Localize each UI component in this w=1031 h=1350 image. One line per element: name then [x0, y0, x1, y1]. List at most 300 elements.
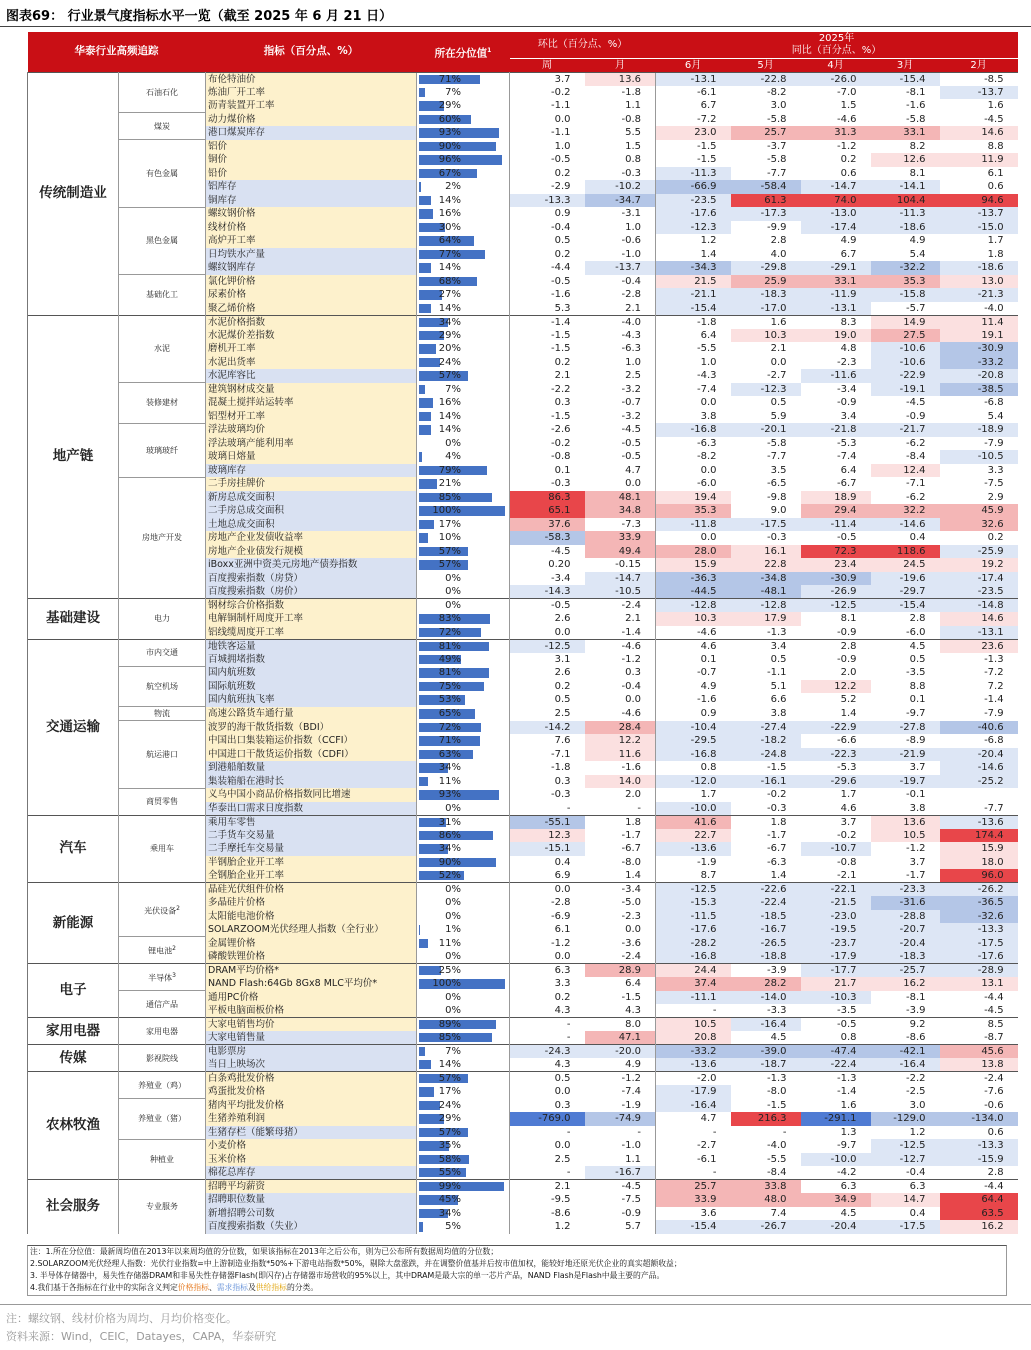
percentile-value: 24% [438, 1099, 461, 1111]
mom-value: 3.7 [510, 72, 585, 86]
yoy-value: 4.9 [656, 680, 731, 694]
yoy-value: 18.9 [801, 491, 871, 505]
indicator-name: 布伦特油价 [206, 72, 417, 86]
header-m2: 4月 [801, 58, 871, 72]
subcategory-label: 电力 [154, 614, 170, 624]
yoy-value: 25.7 [656, 1180, 731, 1194]
header-percentile-label: 所在分位值 [434, 47, 488, 59]
yoy-value: -20.4 [871, 937, 940, 951]
mom-value: -24.3 [510, 1045, 585, 1059]
percentile-cell [417, 883, 510, 897]
percentile-value: 71% [438, 735, 461, 747]
mom-value: -1.2 [621, 653, 642, 665]
yoy-value: -9.7 [837, 1140, 857, 1152]
subcategory-label: 房地产开发 [142, 533, 182, 543]
yoy-value: -22.3 [801, 748, 871, 762]
percentile-cell [417, 504, 510, 518]
yoy-value: -17.9 [801, 950, 871, 964]
yoy-value: 4.6 [656, 639, 731, 653]
indicator-name: 磷酸铁锂价格 [206, 950, 417, 964]
subcategory-cell [119, 423, 206, 477]
yoy-value: 6.3 [801, 1180, 871, 1194]
mom-value: 0.1 [554, 464, 571, 476]
indicator-name: 太阳能电池价格 [206, 910, 417, 924]
percentile-cell [417, 639, 510, 653]
mom-value: 2.6 [554, 613, 571, 625]
percentile-cell [417, 1180, 510, 1194]
yoy-value: -18.7 [731, 1058, 801, 1072]
yoy-value: -13.3 [940, 1139, 1018, 1153]
mom-value: 2.5 [554, 708, 571, 719]
yoy-value: -1.2 [837, 140, 857, 152]
mom-value: -2.8 [550, 897, 571, 909]
header-percentile-sup: 1 [487, 46, 492, 54]
percentile-cell [417, 829, 510, 843]
indicator-name: 房地产企业债发行规模 [206, 545, 417, 559]
yoy-value: - [656, 1004, 731, 1018]
mom-value: 2.5 [554, 1153, 571, 1165]
yoy-value: -3.7 [767, 140, 787, 152]
subcategory-cell [119, 721, 206, 789]
mom-value: -13.7 [585, 261, 656, 275]
yoy-value: -1.9 [656, 856, 731, 870]
yoy-value: -16.4 [871, 1058, 940, 1072]
subcategory-cell [119, 1099, 206, 1140]
yoy-value: 104.4 [871, 194, 940, 208]
subcategory-cell [119, 707, 206, 721]
yoy-value: -1.6 [906, 100, 926, 112]
percentile-value: 53% [438, 694, 461, 706]
percentile-value: 34% [438, 843, 461, 855]
percentile-cell [417, 140, 510, 154]
yoy-value: -23.5 [940, 585, 1018, 599]
yoy-value: 8.3 [801, 315, 871, 329]
yoy-value: 31.3 [801, 126, 871, 140]
percentile-value: 4% [445, 451, 461, 463]
indicator-name: 新房总成交面积 [206, 491, 417, 505]
indicator-name: 当日上映场次 [206, 1058, 417, 1072]
yoy-value: -17.5 [871, 1220, 940, 1234]
percentile-cell [417, 1004, 510, 1018]
mom-value: -1.6 [550, 289, 571, 301]
subcategory-label: 物流 [154, 709, 170, 718]
mom-value: 4.3 [625, 1005, 642, 1016]
yoy-value: -13.6 [656, 842, 731, 856]
yoy-value: 0.0 [656, 464, 731, 478]
table-row [28, 639, 1018, 653]
mom-value: 0.2 [554, 248, 571, 260]
yoy-value: -0.1 [906, 789, 926, 801]
yoy-value: -5.5 [656, 342, 731, 356]
yoy-value: 1.6 [731, 315, 801, 329]
yoy-value: -19.5 [801, 923, 871, 937]
mom-value: -1.5 [550, 343, 571, 355]
percentile-cell [417, 464, 510, 478]
yoy-value: -8.0 [767, 1086, 787, 1098]
yoy-value: -17.6 [940, 950, 1018, 964]
mom-value: -2.6 [550, 424, 571, 436]
percentile-cell [417, 491, 510, 505]
yoy-value: -12.5 [656, 883, 731, 897]
indicator-name: 钢材综合价格指数 [206, 599, 417, 613]
yoy-value: 48.0 [731, 1193, 801, 1207]
yoy-value: -3.9 [731, 964, 801, 978]
yoy-value: -31.6 [871, 896, 940, 910]
percentile-cell [417, 1193, 510, 1207]
mom-value: -1.7 [621, 829, 642, 841]
subcategory-label: 市内交通 [146, 648, 178, 657]
mom-value: 2.6 [554, 667, 571, 679]
yoy-value: 16.1 [731, 545, 801, 559]
mom-value: -8.6 [550, 1207, 571, 1219]
yoy-value: 6.7 [840, 248, 857, 260]
percentile-value: 60% [438, 113, 461, 125]
table-row [28, 207, 1018, 221]
indicator-name: 氯化钾价格 [206, 275, 417, 289]
percentile-cell [417, 910, 510, 924]
yoy-value: 12.4 [871, 464, 940, 478]
mom-value: 47.1 [585, 1031, 656, 1045]
indicator-name: 生猪养殖利润 [206, 1112, 417, 1126]
yoy-value: -5.5 [767, 1153, 787, 1165]
percentile-value: 29% [438, 100, 461, 112]
category-cell: 地产链 [28, 315, 119, 599]
indicator-name: 铅价 [206, 167, 417, 181]
mom-value: -13.3 [510, 194, 585, 208]
yoy-value: 45.6 [940, 1045, 1018, 1059]
yoy-value: -6.2 [906, 437, 926, 449]
mom-value: 0.0 [625, 924, 642, 936]
mom-value: -1.6 [621, 762, 642, 774]
subcategory-label: 家用电器 [146, 1026, 178, 1036]
indicator-name: 百度搜索指数（房贷） [206, 572, 417, 586]
percentile-value: 24% [438, 356, 461, 368]
yoy-value: -11.8 [656, 518, 731, 532]
yoy-value: -22.4 [731, 896, 801, 910]
percentile-value: 49% [438, 653, 461, 665]
mom-value: -0.2 [550, 86, 571, 98]
mom-value: -0.4 [550, 221, 571, 233]
mom-value: -4.0 [585, 315, 656, 329]
mom-value: 2.1 [554, 370, 571, 382]
yoy-value: 0.8 [840, 1032, 857, 1043]
subcategory-label: 基础化工 [146, 290, 178, 300]
subcategory-label: 煤炭 [154, 121, 170, 131]
mom-value: 0.3 [554, 397, 571, 409]
percentile-value: 16% [438, 208, 461, 220]
percentile-value: 68% [438, 275, 461, 287]
yoy-value: 0.4 [909, 1207, 926, 1219]
percentile-value: 0% [445, 600, 461, 611]
note-4-suffix: 的分类。 [286, 1283, 319, 1292]
table-row [28, 788, 1018, 802]
yoy-value: -23.0 [801, 910, 871, 924]
mom-value: -2.9 [550, 181, 571, 193]
indicator-name: 二手货车交易量 [206, 829, 417, 843]
mom-value: -6.9 [550, 910, 571, 922]
yoy-value: 3.5 [770, 464, 787, 476]
mom-value: -2.4 [621, 951, 642, 962]
mom-value: 0.2 [554, 356, 571, 368]
yoy-value: -0.7 [656, 666, 731, 680]
yoy-value: -32.6 [940, 910, 1018, 924]
subcategory-cell [119, 477, 206, 599]
yoy-value: 1.4 [770, 870, 787, 881]
yoy-value: -134.0 [940, 1112, 1018, 1126]
mom-value: 1.8 [585, 815, 656, 829]
yoy-value: 6.1 [987, 167, 1004, 179]
yoy-value: -4.6 [837, 113, 857, 125]
yoy-value: -6.2 [906, 491, 926, 503]
mom-value: 0.5 [510, 1072, 585, 1086]
yoy-value: -28.9 [940, 964, 1018, 978]
mom-value: 12.3 [510, 829, 585, 843]
yoy-value: -6.0 [906, 626, 926, 638]
yoy-value: -8.4 [906, 451, 926, 463]
indicator-name: 百度搜索指数（失业） [206, 1220, 417, 1234]
table-row [28, 72, 1018, 86]
yoy-value: 28.0 [656, 545, 731, 559]
mom-value: 0.9 [554, 208, 571, 220]
header-yoy: 同比（百分点、%） [791, 44, 882, 56]
table-row [28, 1018, 1018, 1032]
indicator-name: 义乌中国小商品价格指数同比增速 [206, 788, 417, 802]
indicator-name: 大家电销售均价 [206, 1018, 417, 1032]
yoy-value: -7.2 [984, 667, 1004, 679]
table-row [28, 815, 1018, 829]
yoy-value: -16.4 [656, 1099, 731, 1113]
percentile-value: 100% [432, 505, 461, 517]
yoy-value: -29.7 [871, 585, 940, 599]
mom-value: -0.5 [550, 275, 571, 287]
mom-value: -0.3 [550, 789, 571, 801]
percentile-value: 57% [438, 545, 461, 557]
subcategory-cell [119, 383, 206, 424]
yoy-value: 4.7 [656, 1112, 731, 1126]
yoy-value: 18.0 [940, 856, 1018, 870]
subcategory-cell [119, 991, 206, 1018]
yoy-value: -1.5 [656, 153, 731, 167]
indicator-name: 浮法玻璃均价 [206, 423, 417, 437]
mom-value: -1.5 [550, 410, 571, 422]
percentile-value: 11% [438, 937, 461, 949]
yoy-value: -7.5 [984, 478, 1004, 490]
percentile-value: 72% [438, 626, 461, 638]
header-yoy-block [656, 32, 1018, 58]
indicator-name: 全钢胎企业开工率 [206, 869, 417, 883]
yoy-value: -14.8 [940, 599, 1018, 613]
subcategory-cell [119, 1045, 206, 1072]
yoy-value: 19.1 [940, 329, 1018, 343]
yoy-value: -2.0 [656, 1072, 731, 1086]
table-row [28, 1139, 1018, 1153]
yoy-value: -12.3 [731, 383, 801, 397]
mom-value: 37.6 [510, 518, 585, 532]
indicator-name: 铝线缆周度开工率 [206, 626, 417, 640]
table-row [28, 477, 1018, 491]
category-cell: 家用电器 [28, 1018, 119, 1045]
yoy-value: -21.3 [940, 288, 1018, 302]
mom-value: 8.0 [585, 1018, 656, 1032]
header-m0: 6月 [656, 58, 731, 72]
yoy-value: -34.3 [656, 261, 731, 275]
percentile-value: 21% [438, 478, 461, 490]
yoy-value: -1.3 [767, 626, 787, 638]
yoy-value: -16.8 [656, 748, 731, 762]
yoy-value: -14.0 [731, 991, 801, 1005]
mom-value: -1.5 [621, 991, 642, 1003]
subcategory-label: 商贸零售 [146, 797, 178, 806]
percentile-value: 57% [438, 1126, 461, 1138]
mom-value: - [566, 1126, 571, 1138]
yoy-value: -5.7 [906, 302, 926, 314]
percentile-value: 77% [438, 248, 461, 260]
yoy-value: -4.0 [767, 1140, 787, 1152]
yoy-value: -17.4 [801, 221, 871, 235]
yoy-value: -8.5 [940, 72, 1018, 86]
percentile-value: 83% [438, 613, 461, 625]
indicator-name: 沥青装置开工率 [206, 99, 417, 113]
yoy-value: 41.6 [656, 815, 731, 829]
yoy-value: -5.3 [837, 762, 857, 774]
mom-value: 0.0 [554, 113, 571, 125]
yoy-value: - [656, 1166, 731, 1180]
table-body [28, 72, 1018, 1234]
yoy-value: 0.4 [909, 532, 926, 544]
yoy-value: 32.6 [940, 518, 1018, 532]
indicator-name: 磨机开工率 [206, 342, 417, 356]
yoy-value: 15.9 [940, 842, 1018, 856]
mom-value: -1.1 [550, 127, 571, 139]
percentile-cell [417, 1139, 510, 1153]
subcategory-cell [119, 815, 206, 883]
yoy-value: -6.3 [656, 437, 731, 451]
percentile-value: 34% [438, 762, 461, 774]
percentile-cell [417, 248, 510, 262]
yoy-value: -7.2 [656, 113, 731, 127]
yoy-value: 9.0 [770, 505, 787, 517]
yoy-value: -14.7 [801, 180, 871, 194]
yoy-value: -3.5 [906, 667, 926, 679]
indicator-name: 国际航班数 [206, 680, 417, 694]
mom-value: 0.0 [554, 626, 571, 638]
yoy-value: 4.9 [909, 235, 926, 247]
percentile-value: 14% [438, 302, 461, 314]
indicator-name: 大家电销售量 [206, 1031, 417, 1045]
yoy-value: -11.6 [801, 369, 871, 383]
yoy-value: -14.1 [871, 180, 940, 194]
yoy-value: -33.2 [940, 356, 1018, 370]
yoy-value: -17.6 [656, 923, 731, 937]
percentile-value: 17% [438, 1086, 461, 1098]
yoy-value: 5.4 [909, 248, 926, 260]
indicator-name: 二手摩托车交易量 [206, 842, 417, 856]
yoy-value: 14.7 [871, 1193, 940, 1207]
mom-value: 0.2 [554, 680, 571, 692]
table-row [28, 383, 1018, 397]
indicator-name: 土地总成交面积 [206, 518, 417, 532]
percentile-cell [417, 748, 510, 762]
yoy-value: -5.8 [767, 113, 787, 125]
yoy-value: 6.6 [770, 694, 787, 706]
percentile-cell [417, 950, 510, 964]
note-4-sep1: 、 [208, 1283, 217, 1292]
yoy-value: -22.9 [801, 721, 871, 735]
mom-value: 2.1 [625, 613, 642, 625]
indicator-name: 电影票房 [206, 1045, 417, 1059]
indicator-name: 铝型材开工率 [206, 410, 417, 424]
mom-value: -4.5 [585, 1180, 656, 1194]
yoy-value: 28.2 [731, 977, 801, 991]
yoy-value: -10.6 [871, 342, 940, 356]
indicator-name: 金属锂价格 [206, 937, 417, 951]
note-3: 3. 半导体存储器中，易失性存储器DRAM和非易失性存储器Flash(即闪存)占存储器市场营收的95%以上，其中DRAM是最大宗的单一芯片产品，NAND Flash是Flash中最主要的产品。 [30, 1271, 665, 1280]
yoy-value: -0.9 [837, 626, 857, 638]
yoy-value: 0.8 [656, 761, 731, 775]
yoy-value: -19.7 [871, 775, 940, 789]
indicator-name: 中国进口干散货运价指数（CDFI） [206, 748, 417, 762]
indicator-name: 铝库存 [206, 180, 417, 194]
indicator-name: 港口煤炭库存 [206, 126, 417, 140]
indicator-table [27, 32, 1018, 1234]
yoy-value: 33.1 [871, 126, 940, 140]
yoy-value: -9.7 [906, 708, 926, 719]
indicator-name: 螺纹钢价格 [206, 207, 417, 221]
yoy-value: -40.6 [940, 721, 1018, 735]
indicator-name: 水泥煤价差指数 [206, 329, 417, 343]
yoy-value: 17.9 [731, 612, 801, 626]
yoy-value: -15.4 [656, 1220, 731, 1234]
mom-value: -12.5 [510, 639, 585, 653]
mom-value: -0.4 [621, 680, 642, 692]
mom-value: 28.4 [585, 721, 656, 735]
yoy-value: 1.0 [656, 356, 731, 370]
yoy-value: 25.9 [731, 275, 801, 289]
mom-value: -14.3 [510, 585, 585, 599]
category-cell: 电子 [28, 964, 119, 1018]
percentile-value: 20% [438, 343, 461, 355]
mom-value: 0.4 [554, 856, 571, 868]
yoy-value: -26.0 [801, 72, 871, 86]
indicator-name: 玉米价格 [206, 1153, 417, 1167]
percentile-cell [417, 518, 510, 532]
mom-value: 2.0 [625, 789, 642, 801]
yoy-value: 9.2 [871, 1018, 940, 1032]
mom-value: 0.0 [554, 1086, 571, 1098]
yoy-value: 19.2 [940, 558, 1018, 572]
percentile-cell [417, 1207, 510, 1221]
percentile-value: 45% [438, 1194, 461, 1206]
yoy-value: -2.3 [837, 356, 857, 368]
mom-value: 0.0 [554, 951, 571, 962]
percentile-cell [417, 1220, 510, 1234]
yoy-value: -12.0 [656, 775, 731, 789]
yoy-value: -20.8 [940, 369, 1018, 383]
yoy-value: -1.4 [984, 694, 1004, 706]
yoy-value: 4.5 [840, 1207, 857, 1219]
mom-value: 0.3 [554, 775, 571, 787]
mom-value: 3.3 [554, 978, 571, 990]
yoy-value: -13.1 [801, 302, 871, 316]
indicator-name: 招聘平均薪资 [206, 1180, 417, 1194]
yoy-value: 2.8 [801, 639, 871, 653]
percentile-value: 55% [438, 1167, 461, 1178]
yoy-value: -25.9 [940, 545, 1018, 559]
yoy-value: -10.7 [801, 842, 871, 856]
percentile-value: 0% [445, 991, 461, 1003]
yoy-value: 21.7 [801, 977, 871, 991]
mom-value: - [566, 1032, 571, 1043]
